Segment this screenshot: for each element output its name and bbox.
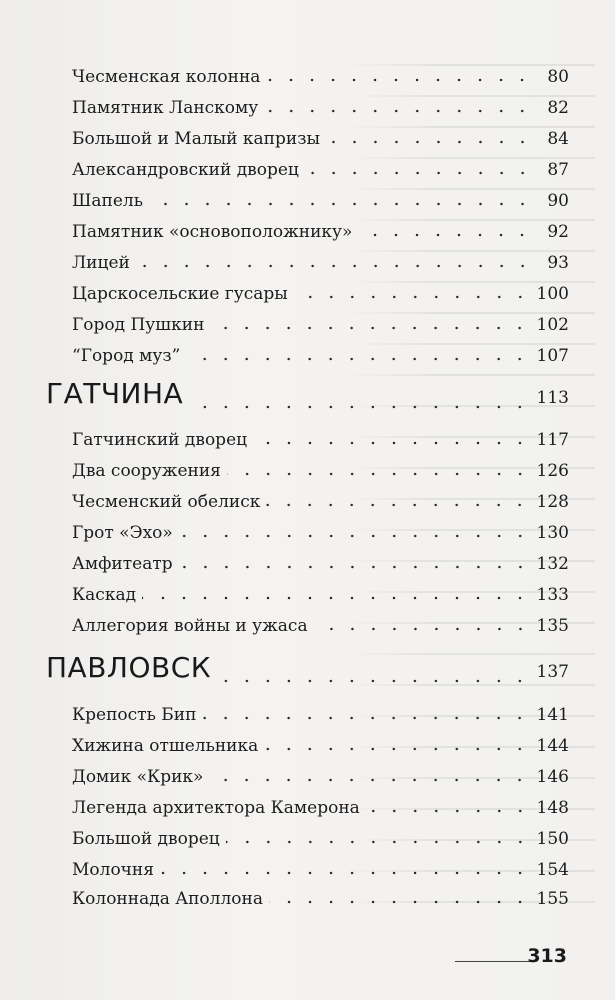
dot-leader xyxy=(326,139,533,145)
dot-leader xyxy=(305,170,533,176)
toc-entry-title: Колоннада Аполлона xyxy=(72,889,263,909)
toc-entry-title: Александровский дворец xyxy=(72,160,299,180)
toc-entry-page: 87 xyxy=(547,160,569,180)
dot-leader xyxy=(264,108,533,114)
dot-leader xyxy=(269,899,531,905)
dot-leader xyxy=(142,595,531,601)
section-page: 137 xyxy=(536,662,569,682)
toc-entry-title: Царскосельские гусары xyxy=(72,284,288,304)
toc-entry xyxy=(72,731,569,761)
toc-entry-title: Чесменская колонна xyxy=(72,67,261,87)
toc-entry xyxy=(72,279,569,309)
toc-entry xyxy=(72,93,569,123)
dot-leader xyxy=(202,715,530,721)
toc-entry xyxy=(72,456,569,486)
toc-entry-page: 128 xyxy=(536,492,569,512)
toc-entry-title: Домик «Крик» xyxy=(72,767,204,787)
toc-entry-page: 146 xyxy=(536,767,569,787)
toc-entry-title: Город Пушкин xyxy=(72,315,205,335)
toc-entry-title: Молочня xyxy=(72,860,154,880)
dot-leader xyxy=(160,870,531,876)
toc-entry-title: Большой дворец xyxy=(72,829,220,849)
page-number: 313 xyxy=(527,945,567,967)
toc-entry-page: 107 xyxy=(536,346,569,366)
dot-leader xyxy=(264,746,530,752)
toc-entry-title: Большой и Малый капризы xyxy=(72,129,321,149)
toc-entry xyxy=(72,549,569,579)
toc-entry-page: 130 xyxy=(536,523,569,543)
toc-entry xyxy=(72,425,569,455)
toc-entry-title: Гатчинский дворец xyxy=(72,430,248,450)
toc-entry xyxy=(72,186,569,216)
dot-leader xyxy=(186,356,530,362)
toc-entry xyxy=(72,518,569,548)
toc-entry-page: 150 xyxy=(536,829,569,849)
toc-entry xyxy=(72,762,569,792)
toc-entry xyxy=(72,124,569,154)
toc-entry xyxy=(72,793,569,823)
toc-entry-page: 141 xyxy=(536,705,569,725)
toc-entry-title: Памятник Ланскому xyxy=(72,98,259,118)
dot-leader xyxy=(217,678,530,684)
section-title: ГАТЧИНА xyxy=(46,377,184,410)
dot-leader xyxy=(366,808,531,814)
toc-entry xyxy=(72,155,569,185)
toc-entry-page: 135 xyxy=(536,616,569,636)
section-title: ПАВЛОВСК xyxy=(46,651,212,684)
toc-entry-page: 100 xyxy=(536,284,569,304)
toc-entry-page: 80 xyxy=(547,67,569,87)
toc-entry-page: 92 xyxy=(547,222,569,242)
dot-leader xyxy=(253,440,530,446)
toc-entry xyxy=(72,217,569,247)
toc-entry xyxy=(72,62,569,92)
toc-entry-page: 132 xyxy=(536,554,569,574)
toc-entry-page: 126 xyxy=(536,461,569,481)
toc-entry xyxy=(72,855,569,885)
dot-leader xyxy=(179,564,531,570)
toc-entry-title: Памятник «основоположнику» xyxy=(72,222,353,242)
toc-entry xyxy=(72,700,569,730)
toc-entry-title: Легенда архитектора Камерона xyxy=(72,798,360,818)
toc-entry-page: 148 xyxy=(536,798,569,818)
toc-entry-page: 82 xyxy=(547,98,569,118)
dot-leader xyxy=(314,626,531,632)
dot-leader xyxy=(136,263,533,269)
dot-leader xyxy=(266,77,533,83)
dot-leader xyxy=(209,777,530,783)
section-page: 113 xyxy=(536,388,569,408)
toc-entry-page: 155 xyxy=(536,889,569,909)
toc-entry-title: Крепость Бип xyxy=(72,705,197,725)
toc-entry-title: Грот «Эхо» xyxy=(72,523,173,543)
toc-entry xyxy=(72,248,569,278)
dot-leader xyxy=(266,502,530,508)
toc-entry-page: 102 xyxy=(536,315,569,335)
toc-entry-title: Хижина отшельника xyxy=(72,736,259,756)
toc-entry-title: “Город муз” xyxy=(72,346,181,366)
dot-leader xyxy=(294,294,531,300)
toc-entry-page: 117 xyxy=(536,430,569,450)
toc-entry xyxy=(72,487,569,517)
toc-entry-title: Аллегория войны и ужаса xyxy=(72,616,308,636)
dot-leader xyxy=(358,232,533,238)
dot-leader xyxy=(210,325,530,331)
toc-entry-page: 93 xyxy=(547,253,569,273)
toc-entry-page: 144 xyxy=(536,736,569,756)
toc-entry-title: Лицей xyxy=(72,253,130,273)
toc-entry-title: Амфитеатр xyxy=(72,554,173,574)
toc-entry-title: Два сооружения xyxy=(72,461,221,481)
toc-entry xyxy=(72,824,569,854)
dot-leader xyxy=(227,471,531,477)
dot-leader xyxy=(189,404,530,410)
toc-entry-page: 133 xyxy=(536,585,569,605)
dot-leader xyxy=(179,533,531,539)
section-heading-gatchina xyxy=(46,377,569,421)
dot-leader xyxy=(149,201,533,207)
toc-entry-page: 90 xyxy=(547,191,569,211)
toc-entry-page: 154 xyxy=(536,860,569,880)
toc-entry-title: Шапель xyxy=(72,191,143,211)
toc-entry xyxy=(72,580,569,610)
folio-rule xyxy=(455,961,533,962)
toc-entry xyxy=(72,310,569,340)
toc-entry-title: Каскад xyxy=(72,585,137,605)
toc-entry-page: 84 xyxy=(547,129,569,149)
toc-entry-title: Чесменский обелиск xyxy=(72,492,261,512)
toc-entry xyxy=(72,341,569,371)
dot-leader xyxy=(226,839,531,845)
toc-entry xyxy=(72,611,569,641)
toc-entry xyxy=(72,884,569,914)
section-heading-pavlovsk xyxy=(46,651,569,695)
